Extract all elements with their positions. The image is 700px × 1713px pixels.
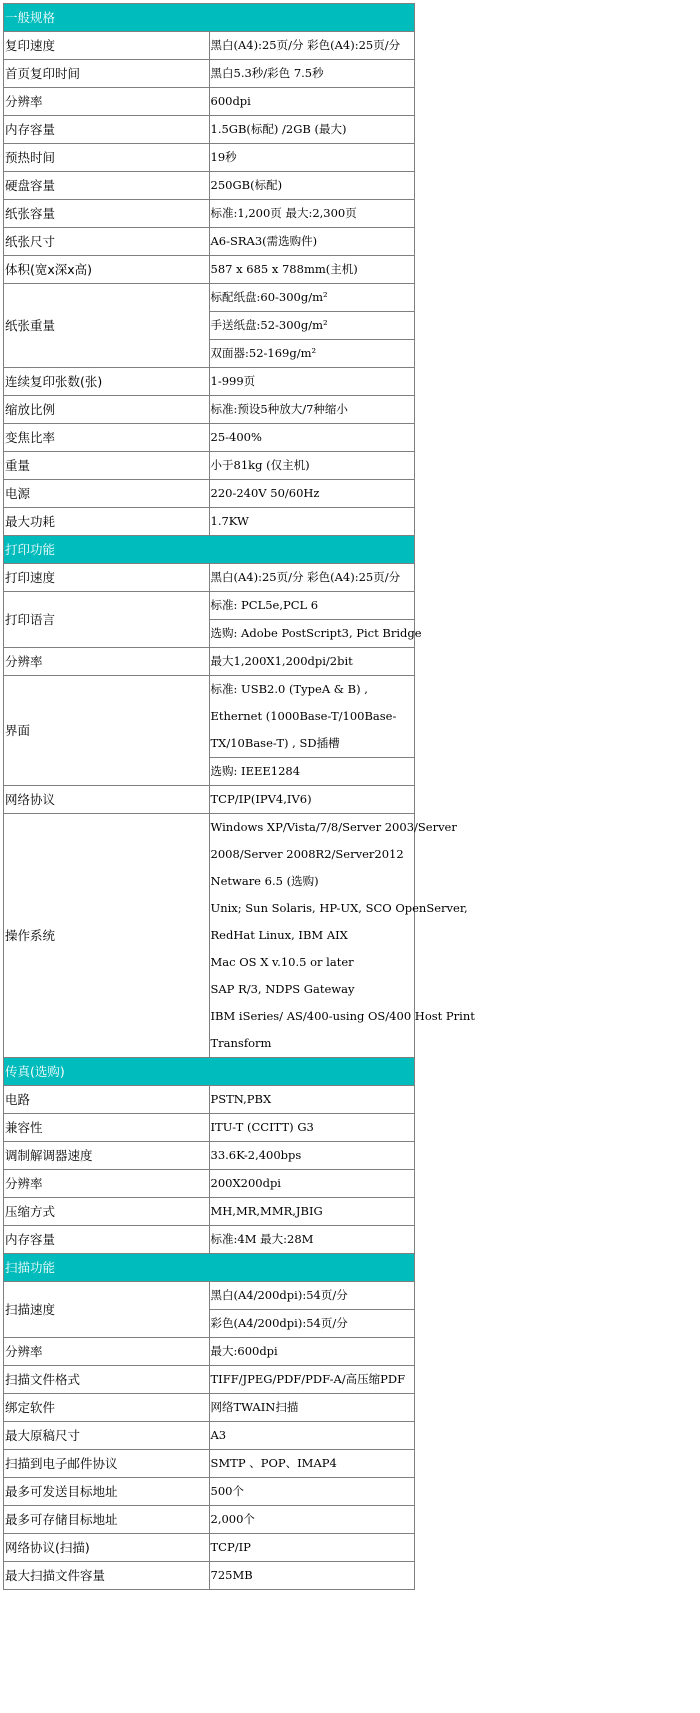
spec-label: 打印语言 <box>4 592 210 648</box>
spec-label: 复印速度 <box>4 32 210 60</box>
spec-row <box>4 424 415 452</box>
spec-value: 标准: PCL5e,PCL 6 <box>209 592 415 620</box>
spec-value: 选购: Adobe PostScript3, Pict Bridge <box>209 620 415 648</box>
spec-label: 压缩方式 <box>4 1198 210 1226</box>
spec-value: SMTP 、POP、IMAP4 <box>209 1450 415 1478</box>
spec-label: 兼容性 <box>4 1114 210 1142</box>
spec-row <box>4 1422 415 1450</box>
spec-value: 600dpi <box>209 88 415 116</box>
spec-value: 小于81kg (仅主机) <box>209 452 415 480</box>
spec-value: PSTN,PBX <box>209 1086 415 1114</box>
spec-row <box>4 814 415 842</box>
spec-value: 标准:4M 最大:28M <box>209 1226 415 1254</box>
spec-row <box>4 452 415 480</box>
section-header-row <box>4 1254 415 1282</box>
spec-row <box>4 676 415 758</box>
spec-row <box>4 1478 415 1506</box>
spec-row <box>4 1086 415 1114</box>
spec-value: 标准:预设5种放大/7种缩小 <box>209 396 415 424</box>
spec-row <box>4 1114 415 1142</box>
spec-row <box>4 256 415 284</box>
spec-value: 1.7KW <box>209 508 415 536</box>
spec-value: A6-SRA3(需选购件) <box>209 228 415 256</box>
spec-row <box>4 1170 415 1198</box>
spec-row <box>4 786 415 814</box>
spec-label: 预热时间 <box>4 144 210 172</box>
spec-row <box>4 368 415 396</box>
spec-label: 内存容量 <box>4 116 210 144</box>
spec-row <box>4 116 415 144</box>
spec-value: ITU-T (CCITT) G3 <box>209 1114 415 1142</box>
spec-value: MH,MR,MMR,JBIG <box>209 1198 415 1226</box>
spec-row <box>4 480 415 508</box>
spec-row <box>4 1366 415 1394</box>
spec-row <box>4 564 415 592</box>
spec-value: 标准: USB2.0 (TypeA & B) , Ethernet (1000Base-T/100Base-TX/10Base-T) , SD插槽 <box>209 676 415 758</box>
spec-value: 19秒 <box>209 144 415 172</box>
spec-value: Mac OS X v.10.5 or later <box>209 949 415 976</box>
spec-label: 纸张容量 <box>4 200 210 228</box>
spec-value: 500个 <box>209 1478 415 1506</box>
spec-row <box>4 1282 415 1310</box>
spec-value: 25-400% <box>209 424 415 452</box>
spec-value: TIFF/JPEG/PDF/PDF-A/高压缩PDF <box>209 1366 415 1394</box>
spec-label: 重量 <box>4 452 210 480</box>
spec-label: 网络协议 <box>4 786 210 814</box>
spec-row <box>4 172 415 200</box>
spec-label: 最大功耗 <box>4 508 210 536</box>
spec-value: 2008/Server 2008R2/Server2012 <box>209 841 415 868</box>
spec-row <box>4 60 415 88</box>
spec-label: 调制解调器速度 <box>4 1142 210 1170</box>
section-header-row <box>4 1058 415 1086</box>
spec-table <box>3 3 475 1590</box>
spec-label: 连续复印张数(张) <box>4 368 210 396</box>
section-header-row <box>4 4 415 32</box>
spec-value: 最大:600dpi <box>209 1338 415 1366</box>
section-title: 一般规格 <box>4 4 415 32</box>
spec-value: 双面器:52-169g/m² <box>209 340 415 368</box>
spec-value: 黑白5.3秒/彩色 7.5秒 <box>209 60 415 88</box>
spec-row <box>4 592 415 620</box>
spec-value: 1.5GB(标配) /2GB (最大) <box>209 116 415 144</box>
spec-row <box>4 1198 415 1226</box>
spec-value: 选购: IEEE1284 <box>209 758 415 786</box>
spec-label: 分辨率 <box>4 1338 210 1366</box>
spec-label: 界面 <box>4 676 210 786</box>
spec-value: 1-999页 <box>209 368 415 396</box>
spec-label: 纸张重量 <box>4 284 210 368</box>
spec-row <box>4 228 415 256</box>
spec-row <box>4 1534 415 1562</box>
spec-value: A3 <box>209 1422 415 1450</box>
spec-label: 绑定软件 <box>4 1394 210 1422</box>
spec-value: 黑白(A4):25页/分 彩色(A4):25页/分 <box>209 564 415 592</box>
spec-value: 标配纸盘:60-300g/m² <box>209 284 415 312</box>
spec-value: Windows XP/Vista/7/8/Server 2003/Server <box>209 814 415 842</box>
spec-value: 220-240V 50/60Hz <box>209 480 415 508</box>
spec-label: 变焦比率 <box>4 424 210 452</box>
spec-value: 彩色(A4/200dpi):54页/分 <box>209 1310 415 1338</box>
spec-table-body <box>4 4 475 1590</box>
spec-label: 分辨率 <box>4 648 210 676</box>
spec-row <box>4 88 415 116</box>
section-title: 打印功能 <box>4 536 415 564</box>
spec-value: TCP/IP(IPV4,IV6) <box>209 786 415 814</box>
spec-row <box>4 284 415 312</box>
spec-value: 2,000个 <box>209 1506 415 1534</box>
spec-row <box>4 1450 415 1478</box>
spec-label: 网络协议(扫描) <box>4 1534 210 1562</box>
spec-row <box>4 1506 415 1534</box>
spec-row <box>4 648 415 676</box>
section-header-row <box>4 536 415 564</box>
spec-value: Transform <box>209 1030 415 1058</box>
spec-value: 725MB <box>209 1562 415 1590</box>
spec-label: 最多可存储目标地址 <box>4 1506 210 1534</box>
spec-value: 33.6K-2,400bps <box>209 1142 415 1170</box>
spec-value: 587 x 685 x 788mm(主机) <box>209 256 415 284</box>
spec-value: 250GB(标配) <box>209 172 415 200</box>
spec-row <box>4 1394 415 1422</box>
spec-row <box>4 396 415 424</box>
spec-label: 操作系统 <box>4 814 210 1058</box>
section-title: 传真(选购) <box>4 1058 415 1086</box>
spec-label: 首页复印时间 <box>4 60 210 88</box>
spec-value: IBM iSeries/ AS/400-using OS/400 Host Print <box>209 1003 415 1030</box>
spec-value: Unix; Sun Solaris, HP-UX, SCO OpenServer, <box>209 895 415 922</box>
spec-row <box>4 1226 415 1254</box>
spec-value: 200X200dpi <box>209 1170 415 1198</box>
spec-row <box>4 144 415 172</box>
spec-label: 最多可发送目标地址 <box>4 1478 210 1506</box>
spec-label: 扫描到电子邮件协议 <box>4 1450 210 1478</box>
spec-value: RedHat Linux, IBM AIX <box>209 922 415 949</box>
spec-row <box>4 1142 415 1170</box>
spec-label: 打印速度 <box>4 564 210 592</box>
spec-value: 黑白(A4):25页/分 彩色(A4):25页/分 <box>209 32 415 60</box>
spec-row <box>4 200 415 228</box>
section-title: 扫描功能 <box>4 1254 415 1282</box>
spec-value: Netware 6.5 (选购) <box>209 868 415 895</box>
spec-label: 分辨率 <box>4 1170 210 1198</box>
spec-label: 最大原稿尺寸 <box>4 1422 210 1450</box>
spec-row <box>4 508 415 536</box>
spec-value: SAP R/3, NDPS Gateway <box>209 976 415 1003</box>
spec-value: 标准:1,200页 最大:2,300页 <box>209 200 415 228</box>
spec-label: 体积(宽x深x高) <box>4 256 210 284</box>
spec-value: 最大1,200X1,200dpi/2bit <box>209 648 415 676</box>
spec-label: 最大扫描文件容量 <box>4 1562 210 1590</box>
spec-row <box>4 1338 415 1366</box>
spec-label: 扫描速度 <box>4 1282 210 1338</box>
spec-value: 手送纸盘:52-300g/m² <box>209 312 415 340</box>
spec-value: 黑白(A4/200dpi):54页/分 <box>209 1282 415 1310</box>
spec-label: 缩放比例 <box>4 396 210 424</box>
spec-label: 扫描文件格式 <box>4 1366 210 1394</box>
spec-label: 硬盘容量 <box>4 172 210 200</box>
spec-label: 内存容量 <box>4 1226 210 1254</box>
spec-label: 纸张尺寸 <box>4 228 210 256</box>
spec-row <box>4 32 415 60</box>
spec-row <box>4 1562 415 1590</box>
spec-label: 电源 <box>4 480 210 508</box>
spec-value: TCP/IP <box>209 1534 415 1562</box>
spec-label: 电路 <box>4 1086 210 1114</box>
spec-value: 网络TWAIN扫描 <box>209 1394 415 1422</box>
spec-label: 分辨率 <box>4 88 210 116</box>
